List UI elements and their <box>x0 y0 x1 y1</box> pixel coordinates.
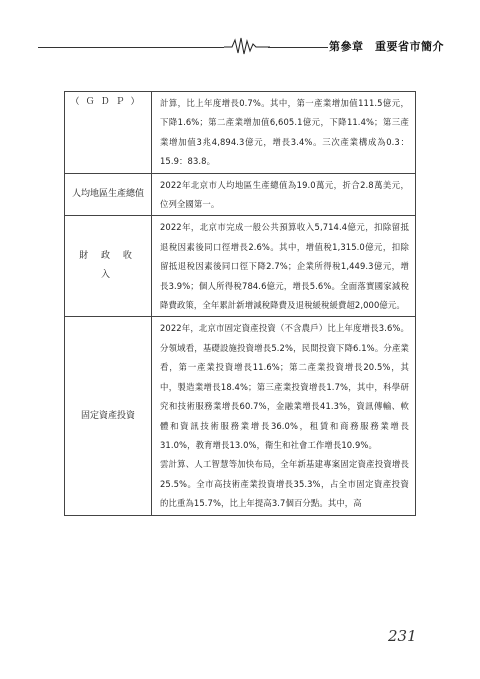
table-row <box>65 92 416 174</box>
table-row <box>65 317 416 515</box>
header-rule-left <box>38 47 224 48</box>
paragraph: 2022年，北京市固定資產投資（不含農戶）比上年度增長3.6%。分領域看，基礎設施投資增長5.2%，民間投資下降6.1%。分產業看，第一產業投資增長11.6%；第二產業投資增長20.5%，其中，製造業增長18.4%；第三產業投資增長1.7%，其中，科學研究和技術服務業增長60.7%，金融業增長41.3%，資訊傳輸、軟體和資訊技術服務業增長36.0%，租賃和商務服務業增長31.0%，教育增長13.0%，衛生和社會工作增長10.9%。 <box>160 323 409 450</box>
row-content-fixed-asset-investment <box>152 317 416 515</box>
province-info-table <box>64 91 416 516</box>
row-label-gdp: （ＧＤＰ） <box>65 92 152 174</box>
paragraph: 雲計算、人工智慧等加快布局，全年新基建專案固定資產投資增長25.5%。全市高技術產業投資增長35.3%，占全市固定資產投資的比重為15.7%，比上年提高3.7個百分點。其中，高 <box>160 459 409 509</box>
row-content-per-capita-gdp <box>152 173 416 216</box>
page-header <box>38 36 444 56</box>
row-label-fixed-asset-investment: 固定資產投資 <box>65 317 152 515</box>
paragraph: 計算，比上年度增長0.7%。其中，第一產業增加值111.5億元，下降1.6%；第二產業增加值6,605.1億元，下降11.4%；第三產業增加值3兆4,894.3億元，增長3.4%。三次產業構成為0.3：15.9：83.8。 <box>160 98 409 167</box>
page-number: 231 <box>388 627 417 645</box>
table-row <box>65 173 416 216</box>
row-content-fiscal-revenue <box>152 216 416 317</box>
row-label-per-capita-gdp: 人均地區生產總值 <box>65 173 152 216</box>
row-content-gdp <box>152 92 416 174</box>
header-rule-right <box>268 47 328 48</box>
table-row <box>65 216 416 317</box>
heartbeat-icon <box>224 36 270 56</box>
row-label-fiscal-revenue: 財 政 收 入 <box>65 216 152 317</box>
chapter-title: 第參章 重要省市簡介 <box>329 40 444 53</box>
paragraph: 2022年，北京市完成一般公共預算收入5,714.4億元，扣除留抵退稅因素後同口徑增長2.6%。其中，增值稅1,315.0億元，扣除留抵退稅因素後同口徑下降2.7%；企業所得稅1,449.3億元，增長3.9%；個人所得稅784.6億元，增長5.6%。全面落實國家減稅降費政策，全年累計新增減稅降費及退稅緩稅緩費超2,000億元。 <box>160 222 409 311</box>
paragraph: 2022年北京市人均地區生產總值為19.0萬元，折合2.8萬美元，位列全國第一。 <box>160 179 409 210</box>
